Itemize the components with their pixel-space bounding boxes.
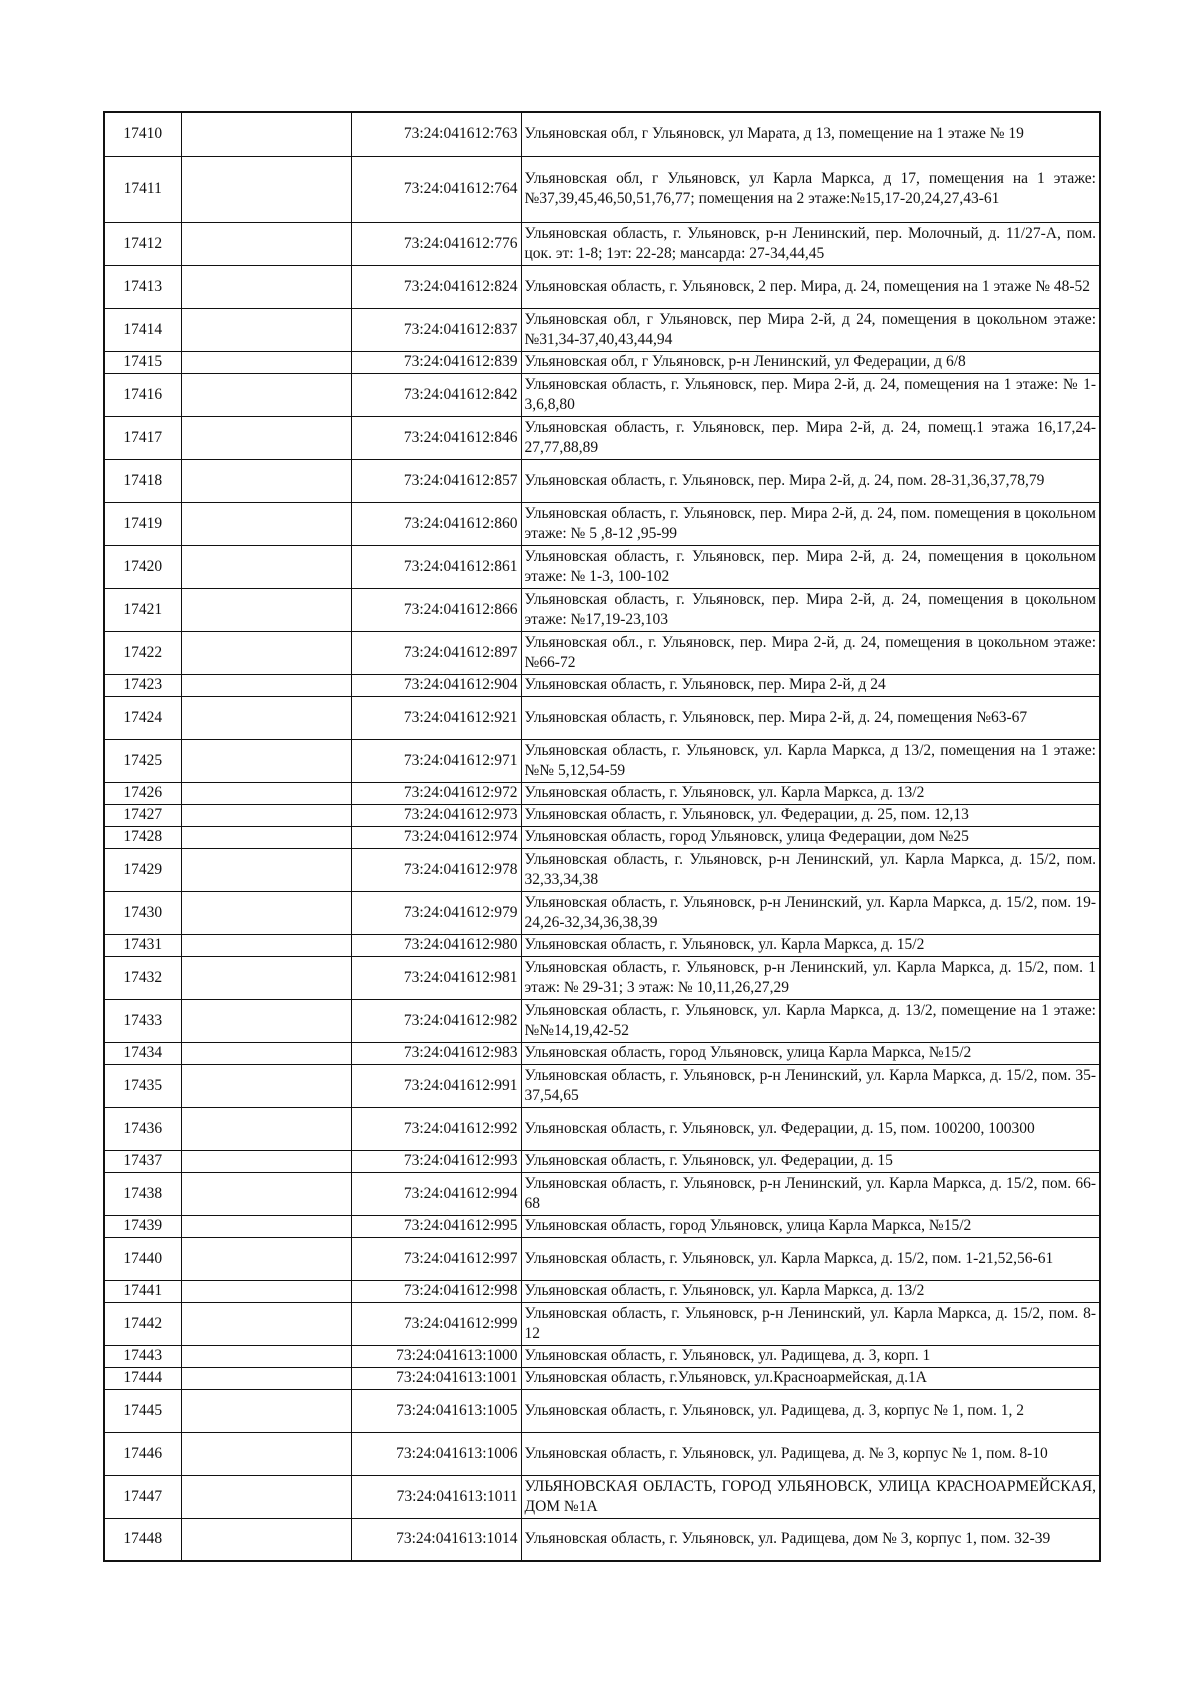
row-number-cell: 17422 <box>104 631 181 674</box>
cadastral-number-cell: 73:24:041613:1006 <box>351 1432 521 1475</box>
cadastral-number-cell: 73:24:041612:978 <box>351 848 521 891</box>
address-cell: Ульяновская область, г. Ульяновск, ул. Федерации, д. 15, пом. 100200, 100300 <box>521 1107 1100 1150</box>
address-cell: Ульяновская обл, г Ульяновск, ул Марата, д 13, помещение на 1 этаже № 19 <box>521 112 1100 156</box>
cadastral-number-cell: 73:24:041612:979 <box>351 891 521 934</box>
table-row <box>104 1280 1100 1302</box>
row-number-cell: 17439 <box>104 1215 181 1237</box>
empty-cell <box>181 545 351 588</box>
table-row <box>104 848 1100 891</box>
table-row <box>104 934 1100 956</box>
address-cell: Ульяновская область, г.Ульяновск, ул.Красноармейская, д.1А <box>521 1367 1100 1389</box>
table-row <box>104 1475 1100 1518</box>
table-row <box>104 1064 1100 1107</box>
address-cell: Ульяновская область, г. Ульяновск, пер. Мира 2-й, д. 24, помещения в цокольном этаже: №17,19-23,103 <box>521 588 1100 631</box>
cadastral-number-cell: 73:24:041612:992 <box>351 1107 521 1150</box>
empty-cell <box>181 848 351 891</box>
address-cell: Ульяновская область, г. Ульяновск, р-н Ленинский, ул. Карла Маркса, д. 15/2, пом. 8-12 <box>521 1302 1100 1345</box>
row-number-cell: 17441 <box>104 1280 181 1302</box>
table-row <box>104 502 1100 545</box>
cadastral-number-cell: 73:24:041612:993 <box>351 1150 521 1172</box>
empty-cell <box>181 373 351 416</box>
row-number-cell: 17427 <box>104 804 181 826</box>
row-number-cell: 17416 <box>104 373 181 416</box>
cadastral-number-cell: 73:24:041612:839 <box>351 351 521 373</box>
empty-cell <box>181 1215 351 1237</box>
empty-cell <box>181 1302 351 1345</box>
cadastral-number-cell: 73:24:041612:866 <box>351 588 521 631</box>
address-cell: Ульяновская область, г. Ульяновск, р-н Ленинский, ул. Карла Маркса, д. 15/2, пом. 1 этаж: № 29-31; 3 этаж: № 10,11,26,27,29 <box>521 956 1100 999</box>
row-number-cell: 17417 <box>104 416 181 459</box>
cadastral-number-cell: 73:24:041612:983 <box>351 1042 521 1064</box>
cadastral-number-cell: 73:24:041613:1000 <box>351 1345 521 1367</box>
table-row <box>104 826 1100 848</box>
empty-cell <box>181 739 351 782</box>
row-number-cell: 17447 <box>104 1475 181 1518</box>
table-row <box>104 265 1100 308</box>
table-row <box>104 222 1100 265</box>
cadastral-number-cell: 73:24:041612:764 <box>351 156 521 222</box>
empty-cell <box>181 588 351 631</box>
cadastral-number-cell: 73:24:041612:974 <box>351 826 521 848</box>
row-number-cell: 17425 <box>104 739 181 782</box>
row-number-cell: 17412 <box>104 222 181 265</box>
table-row <box>104 804 1100 826</box>
row-number-cell: 17411 <box>104 156 181 222</box>
cadastral-number-cell: 73:24:041612:921 <box>351 696 521 739</box>
empty-cell <box>181 1475 351 1518</box>
empty-cell <box>181 1107 351 1150</box>
empty-cell <box>181 1150 351 1172</box>
property-registry-table <box>103 111 1101 1562</box>
address-cell: Ульяновская область, г. Ульяновск, ул. Карла Маркса, д 13/2, помещения на 1 этаже: №№ 5,12,54-59 <box>521 739 1100 782</box>
table-row <box>104 696 1100 739</box>
table-row <box>104 1389 1100 1432</box>
address-cell: Ульяновская область, г. Ульяновск, ул. Федерации, д. 25, пом. 12,13 <box>521 804 1100 826</box>
empty-cell <box>181 1172 351 1215</box>
table-row <box>104 999 1100 1042</box>
empty-cell <box>181 631 351 674</box>
empty-cell <box>181 956 351 999</box>
cadastral-number-cell: 73:24:041612:824 <box>351 265 521 308</box>
row-number-cell: 17430 <box>104 891 181 934</box>
table-row <box>104 351 1100 373</box>
address-cell: Ульяновская обл., г. Ульяновск, пер. Мира 2-й, д. 24, помещения в цокольном этаже: №66-72 <box>521 631 1100 674</box>
cadastral-number-cell: 73:24:041613:1001 <box>351 1367 521 1389</box>
row-number-cell: 17421 <box>104 588 181 631</box>
empty-cell <box>181 782 351 804</box>
table-row <box>104 1367 1100 1389</box>
empty-cell <box>181 1064 351 1107</box>
table-row <box>104 112 1100 156</box>
empty-cell <box>181 696 351 739</box>
cadastral-number-cell: 73:24:041612:972 <box>351 782 521 804</box>
cadastral-number-cell: 73:24:041612:998 <box>351 1280 521 1302</box>
row-number-cell: 17436 <box>104 1107 181 1150</box>
table-row <box>104 1042 1100 1064</box>
row-number-cell: 17433 <box>104 999 181 1042</box>
address-cell: Ульяновская область, город Ульяновск, улица Карла Маркса, №15/2 <box>521 1215 1100 1237</box>
address-cell: Ульяновская область, г. Ульяновск, ул. Радищева, дом № 3, корпус 1, пом. 32-39 <box>521 1518 1100 1561</box>
empty-cell <box>181 999 351 1042</box>
table-row <box>104 1172 1100 1215</box>
address-cell: Ульяновская область, г. Ульяновск, ул. Радищева, д. № 3, корпус № 1, пом. 8-10 <box>521 1432 1100 1475</box>
address-cell: Ульяновская обл, г Ульяновск, пер Мира 2-й, д 24, помещения в цокольном этаже: №31,34-37,40,43,44,94 <box>521 308 1100 351</box>
address-cell: Ульяновская область, г. Ульяновск, пер. Мира 2-й, д. 24, помещ.1 этажа 16,17,24-27,77,88,89 <box>521 416 1100 459</box>
cadastral-number-cell: 73:24:041612:997 <box>351 1237 521 1280</box>
row-number-cell: 17415 <box>104 351 181 373</box>
row-number-cell: 17429 <box>104 848 181 891</box>
empty-cell <box>181 222 351 265</box>
row-number-cell: 17431 <box>104 934 181 956</box>
empty-cell <box>181 1389 351 1432</box>
address-cell: Ульяновская область, г. Ульяновск, ул. Радищева, д. 3, корпус № 1, пом. 1, 2 <box>521 1389 1100 1432</box>
cadastral-number-cell: 73:24:041612:776 <box>351 222 521 265</box>
row-number-cell: 17418 <box>104 459 181 502</box>
address-cell: Ульяновская область, г. Ульяновск, ул. Карла Маркса, д. 13/2, помещение на 1 этаже: №№14,19,42-52 <box>521 999 1100 1042</box>
cadastral-number-cell: 73:24:041612:994 <box>351 1172 521 1215</box>
cadastral-number-cell: 73:24:041612:897 <box>351 631 521 674</box>
address-cell: Ульяновская область, г. Ульяновск, ул. Карла Маркса, д. 13/2 <box>521 782 1100 804</box>
cadastral-number-cell: 73:24:041613:1014 <box>351 1518 521 1561</box>
row-number-cell: 17448 <box>104 1518 181 1561</box>
empty-cell <box>181 1367 351 1389</box>
table-row <box>104 416 1100 459</box>
address-cell: Ульяновская область, город Ульяновск, улица Федерации, дом №25 <box>521 826 1100 848</box>
table-row <box>104 373 1100 416</box>
cadastral-number-cell: 73:24:041612:991 <box>351 1064 521 1107</box>
cadastral-number-cell: 73:24:041612:999 <box>351 1302 521 1345</box>
address-cell: Ульяновская область, г. Ульяновск, р-н Ленинский, ул. Карла Маркса, д. 15/2, пом. 35-37,54,65 <box>521 1064 1100 1107</box>
cadastral-number-cell: 73:24:041613:1011 <box>351 1475 521 1518</box>
row-number-cell: 17428 <box>104 826 181 848</box>
table-row <box>104 1107 1100 1150</box>
empty-cell <box>181 1518 351 1561</box>
address-cell: Ульяновская область, г. Ульяновск, р-н Ленинский, ул. Карла Маркса, д. 15/2, пом. 66-68 <box>521 1172 1100 1215</box>
address-cell: Ульяновская область, г. Ульяновск, ул. Федерации, д. 15 <box>521 1150 1100 1172</box>
row-number-cell: 17420 <box>104 545 181 588</box>
cadastral-number-cell: 73:24:041612:973 <box>351 804 521 826</box>
address-cell: Ульяновская область, г. Ульяновск, ул. Карла Маркса, д. 15/2, пом. 1-21,52,56-61 <box>521 1237 1100 1280</box>
table-row <box>104 782 1100 804</box>
empty-cell <box>181 308 351 351</box>
address-cell: Ульяновская обл, г Ульяновск, р-н Ленинский, ул Федерации, д 6/8 <box>521 351 1100 373</box>
address-cell: УЛЬЯНОВСКАЯ ОБЛАСТЬ, ГОРОД УЛЬЯНОВСК, УЛИЦА КРАСНОАРМЕЙСКАЯ, ДОМ №1А <box>521 1475 1100 1518</box>
address-cell: Ульяновская область, город Ульяновск, улица Карла Маркса, №15/2 <box>521 1042 1100 1064</box>
cadastral-number-cell: 73:24:041612:763 <box>351 112 521 156</box>
address-cell: Ульяновская область, г. Ульяновск, ул. Радищева, д. 3, корп. 1 <box>521 1345 1100 1367</box>
cadastral-number-cell: 73:24:041612:981 <box>351 956 521 999</box>
cadastral-number-cell: 73:24:041612:837 <box>351 308 521 351</box>
address-cell: Ульяновская область, г. Ульяновск, пер. Мира 2-й, д. 24, помещения №63-67 <box>521 696 1100 739</box>
cadastral-number-cell: 73:24:041613:1005 <box>351 1389 521 1432</box>
row-number-cell: 17445 <box>104 1389 181 1432</box>
table-row <box>104 545 1100 588</box>
row-number-cell: 17443 <box>104 1345 181 1367</box>
table-row <box>104 1215 1100 1237</box>
address-cell: Ульяновская область, г. Ульяновск, 2 пер. Мира, д. 24, помещения на 1 этаже № 48-52 <box>521 265 1100 308</box>
row-number-cell: 17435 <box>104 1064 181 1107</box>
cadastral-number-cell: 73:24:041612:857 <box>351 459 521 502</box>
empty-cell <box>181 459 351 502</box>
table-row <box>104 631 1100 674</box>
address-cell: Ульяновская область, г. Ульяновск, р-н Ленинский, пер. Молочный, д. 11/27-А, пом. цок. эт: 1-8; 1эт: 22-28; мансарда: 27-34,44,45 <box>521 222 1100 265</box>
row-number-cell: 17440 <box>104 1237 181 1280</box>
empty-cell <box>181 502 351 545</box>
table-row <box>104 1150 1100 1172</box>
address-cell: Ульяновская область, г. Ульяновск, пер. Мира 2-й, д 24 <box>521 674 1100 696</box>
row-number-cell: 17423 <box>104 674 181 696</box>
address-cell: Ульяновская обл, г Ульяновск, ул Карла Маркса, д 17, помещения на 1 этаже:№37,39,45,46,50,51,76,77; помещения на 2 этаже:№15,17-20,24,27,43-61 <box>521 156 1100 222</box>
table-row <box>104 1518 1100 1561</box>
address-cell: Ульяновская область, г. Ульяновск, ул. Карла Маркса, д. 15/2 <box>521 934 1100 956</box>
address-cell: Ульяновская область, г. Ульяновск, ул. Карла Маркса, д. 13/2 <box>521 1280 1100 1302</box>
empty-cell <box>181 934 351 956</box>
row-number-cell: 17426 <box>104 782 181 804</box>
row-number-cell: 17424 <box>104 696 181 739</box>
empty-cell <box>181 1280 351 1302</box>
row-number-cell: 17419 <box>104 502 181 545</box>
cadastral-number-cell: 73:24:041612:995 <box>351 1215 521 1237</box>
empty-cell <box>181 112 351 156</box>
row-number-cell: 17444 <box>104 1367 181 1389</box>
table-row <box>104 891 1100 934</box>
table-row <box>104 1302 1100 1345</box>
cadastral-number-cell: 73:24:041612:842 <box>351 373 521 416</box>
table-row <box>104 674 1100 696</box>
empty-cell <box>181 1042 351 1064</box>
table-row <box>104 308 1100 351</box>
row-number-cell: 17437 <box>104 1150 181 1172</box>
cadastral-number-cell: 73:24:041612:980 <box>351 934 521 956</box>
address-cell: Ульяновская область, г. Ульяновск, пер. Мира 2-й, д. 24, помещения в цокольном этаже: № 1-3, 100-102 <box>521 545 1100 588</box>
empty-cell <box>181 891 351 934</box>
cadastral-number-cell: 73:24:041612:904 <box>351 674 521 696</box>
row-number-cell: 17438 <box>104 1172 181 1215</box>
table-row <box>104 956 1100 999</box>
table-row <box>104 156 1100 222</box>
empty-cell <box>181 351 351 373</box>
row-number-cell: 17442 <box>104 1302 181 1345</box>
cadastral-number-cell: 73:24:041612:861 <box>351 545 521 588</box>
empty-cell <box>181 416 351 459</box>
empty-cell <box>181 265 351 308</box>
address-cell: Ульяновская область, г. Ульяновск, пер. Мира 2-й, д. 24, пом. помещения в цокольном этаже: № 5 ,8-12 ,95-99 <box>521 502 1100 545</box>
cadastral-number-cell: 73:24:041612:982 <box>351 999 521 1042</box>
empty-cell <box>181 156 351 222</box>
empty-cell <box>181 1432 351 1475</box>
cadastral-number-cell: 73:24:041612:971 <box>351 739 521 782</box>
table-row <box>104 588 1100 631</box>
empty-cell <box>181 1345 351 1367</box>
cadastral-number-cell: 73:24:041612:860 <box>351 502 521 545</box>
address-cell: Ульяновская область, г. Ульяновск, р-н Ленинский, ул. Карла Маркса, д. 15/2, пом. 19-24,26-32,34,36,38,39 <box>521 891 1100 934</box>
address-cell: Ульяновская область, г. Ульяновск, р-н Ленинский, ул. Карла Маркса, д. 15/2, пом. 32,33,34,38 <box>521 848 1100 891</box>
row-number-cell: 17432 <box>104 956 181 999</box>
row-number-cell: 17413 <box>104 265 181 308</box>
row-number-cell: 17446 <box>104 1432 181 1475</box>
address-cell: Ульяновская область, г. Ульяновск, пер. Мира 2-й, д. 24, помещения на 1 этаже: № 1-3,6,8,80 <box>521 373 1100 416</box>
table-row <box>104 459 1100 502</box>
empty-cell <box>181 1237 351 1280</box>
cadastral-number-cell: 73:24:041612:846 <box>351 416 521 459</box>
table-body <box>104 112 1100 1561</box>
row-number-cell: 17434 <box>104 1042 181 1064</box>
empty-cell <box>181 826 351 848</box>
row-number-cell: 17414 <box>104 308 181 351</box>
table-row <box>104 1237 1100 1280</box>
row-number-cell: 17410 <box>104 112 181 156</box>
empty-cell <box>181 804 351 826</box>
empty-cell <box>181 674 351 696</box>
table-row <box>104 1432 1100 1475</box>
table-row <box>104 1345 1100 1367</box>
table-row <box>104 739 1100 782</box>
address-cell: Ульяновская область, г. Ульяновск, пер. Мира 2-й, д. 24, пом. 28-31,36,37,78,79 <box>521 459 1100 502</box>
